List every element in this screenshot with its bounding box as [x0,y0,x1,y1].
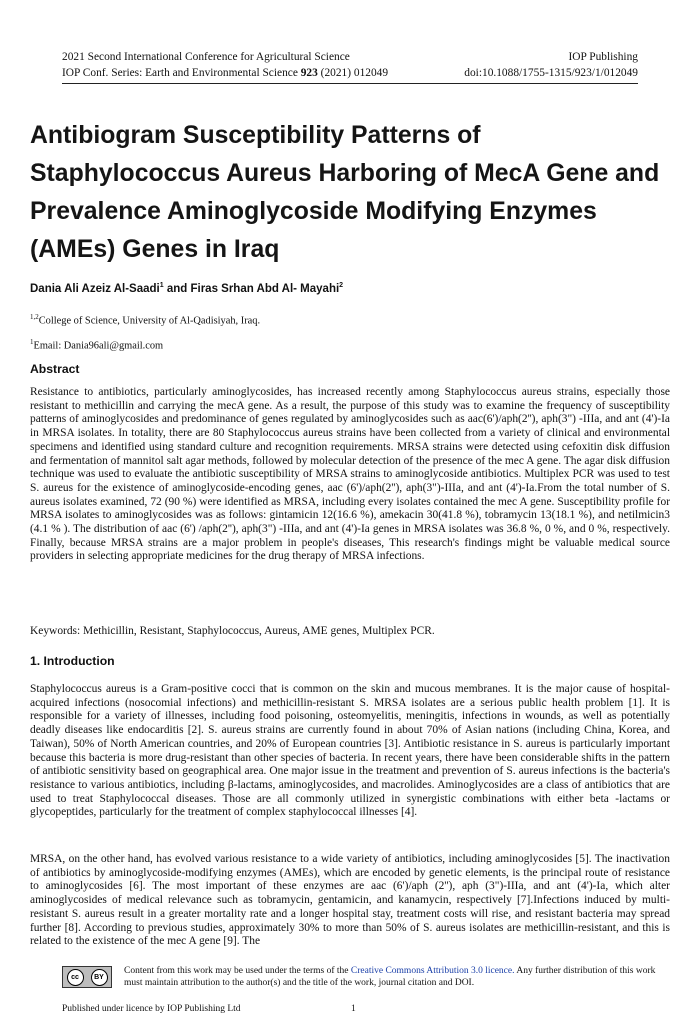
affiliation-text: College of Science, University of Al-Qadisiyah, Iraq. [38,315,261,327]
publisher-name: IOP Publishing [568,51,638,63]
license-notice [62,965,662,993]
email-sup: 1 [30,338,34,346]
license-text-before: Content from this work may be used under the terms of the [124,966,351,976]
introduction-paragraph-1: Staphylococcus aureus is a Gram-positive cocci that is common on the skin and mucous membranes. It is the major cause of hospital-acquired infections (nosocomial infections) and methicillin-resistant S. MRSA isolates are a serious public health problem [1]. It is responsible for a variety of illnesses, including food poisoning, osteomyelitis, meningitis, infections in wounds, as well as potentially deadly diseases like endocarditis [2]. S. aureus strains are currently found in about 70% of Asian nations (including China, Korea, and Taiwan), 50% of North American countries, and 20% of European countries [3]. Antibiotic resistance in S. aureus is particularly important because this bacteria is more drug-resistant than other species of bacteria. In recent years, there have been considerable shifts in the pattern of antibiotic sensitivity based on geographical area. One major issue in the treatment and prevention of S. aureus infections is the bacteria's resistance to various antibiotics, including β-lactams, aminoglycosides, and macrolides. Aminoglycosides are a class of antibiotics that are used to treat Staphylococcal diseases. Those are all commonly utilized in synergistic combinations with either beta -lactams or glycopeptides, particularly for the treatment of complex staphylococcal illnesses [4]. [30,683,670,819]
affiliation-sup: 1,2 [30,313,39,321]
license-text-after: Any further distribution of this work must maintain attribution to the author(s) and the title of the work, journal citation and DOI. [124,966,656,988]
publisher-footer: Published under licence by IOP Publishing Ltd [62,1004,241,1014]
affiliation [30,313,260,326]
cc-icon: cc [67,969,84,986]
author-1: Dania Ali Azeiz Al-Saadi [30,282,160,295]
conference-name: 2021 Second International Conference for Agricultural Science [62,51,350,63]
abstract-body: Resistance to antibiotics, particularly aminoglycosides, has increased recently among Staphylococcus aureus strains, especially those resistant to methicillin and carrying the mecA gene. As a result, the purpose of this study was to examine the frequency of susceptibility patterns of aminoglycosides and predominance of genes regulated by aminoglycosides such as aac(6')/aph(2''), aph(3") -IIIa, and ant (4')-Ia in MRSA isolates. In totality, there are 80 Staphylococcus aureus strains have been collected from a variety of clinical and environmental specimens and identified using standard culture and recognition requirements. MRSA strains were detected using cefoxitin disk diffusion and fermentation of mannitol salt agar methods, followed by molecular detection of the presence of the mec A gene. The agar disk diffusion technique was used to evaluate the antibiotic susceptibility of MRSA strains to aminoglycoside antibiotics. Multiplex PCR was used to test S. aureus for the existence of aminoglycoside-encoding genes, aac (6')/aph(2''), aph(3")-IIIa, and ant (4')-Ia.From the total number of S. aureus isolates examined, 72 (90 %) were identified as MRSA, including every isolates contained the mec A gene. Susceptibility profile for MRSA isolates to aminoglycosides was as follows: gintamicin 12(16.6 %), amekacin 30(41.8 %), tobramycin 13(18.1 %), and netilmicin3 (4.1 % ). The distribution of aac (6') /aph(2''), aph(3") -IIIa, and ant (4')-Ia genes in MRSA isolates was 36.8 %, 0 %, and 0 %, respectively. Finally, because MRSA strains are a major problem in people's diseases, This research's findings might be valuable medical source providers in selecting appropriate medicines for the drug therapy of MRSA infections. [30,386,670,563]
volume-number: 923 [300,67,318,79]
email-text[interactable]: Email: Dania96ali@gmail.com [33,340,164,352]
series-suffix: (2021) 012049 [317,67,389,79]
license-link[interactable]: Creative Commons Attribution 3.0 licence. [350,966,515,976]
abstract-heading: Abstract [30,362,80,376]
author-2: Firas Srhan Abd Al- Mayahi [190,282,340,295]
author-2-sup: 2 [339,282,344,289]
email-line [30,338,163,351]
author-list [30,282,343,295]
license-text [124,965,664,989]
page-number: 1 [351,1004,356,1014]
paper-title: Antibiogram Susceptibility Patterns of Staphylococcus Aureus Harboring of MecA Gene and Prevalence Aminoglycoside Modifying Enzymes (AMEs) Genes in Iraq [30,122,660,263]
keywords: Keywords: Methicillin, Resistant, Staphylococcus, Aureus, AME genes, Multiplex PCR. [30,625,435,637]
author-and: and [163,282,191,295]
introduction-heading: 1. Introduction [30,654,115,668]
introduction-paragraph-2: MRSA, on the other hand, has evolved various resistance to a wide variety of antibiotics, including aminoglycosides [5]. The inactivation of antibiotics by aminoglycoside-modifying enzymes (AMEs), which are encoded by genetic elements, is the principal route of resistance to aminoglycosides [6]. The most important of these enzymes are aac (6')/aph (2''), aph (3")-IIIa, and ant (4')-Ia, which alter aminoglycosides of medical relevance such as tobramycin, gentamicin, and kanamycin, respectively [7].Infections induced by multi-resistant S. aureus result in a greater mortality rate and a longer hospital stay, treatment costs will rise, and resistant bacteria may spread further [8]. According to previous studies, approximately 30% to more than 50% of S. aureus isolates are methicillin-resistant, and this is related to the existence of the mec A gene [9]. The [30,853,670,948]
cc-by-license-icon[interactable] [62,966,112,988]
series-prefix: IOP Conf. Series: Earth and Environmental Science [62,67,301,79]
running-header-top [62,50,638,64]
by-icon: BY [91,969,108,986]
series-citation [62,66,388,80]
doi[interactable]: doi:10.1088/1755-1315/923/1/012049 [464,67,638,79]
author-1-sup: 1 [159,282,164,289]
running-header-bottom [62,66,638,84]
